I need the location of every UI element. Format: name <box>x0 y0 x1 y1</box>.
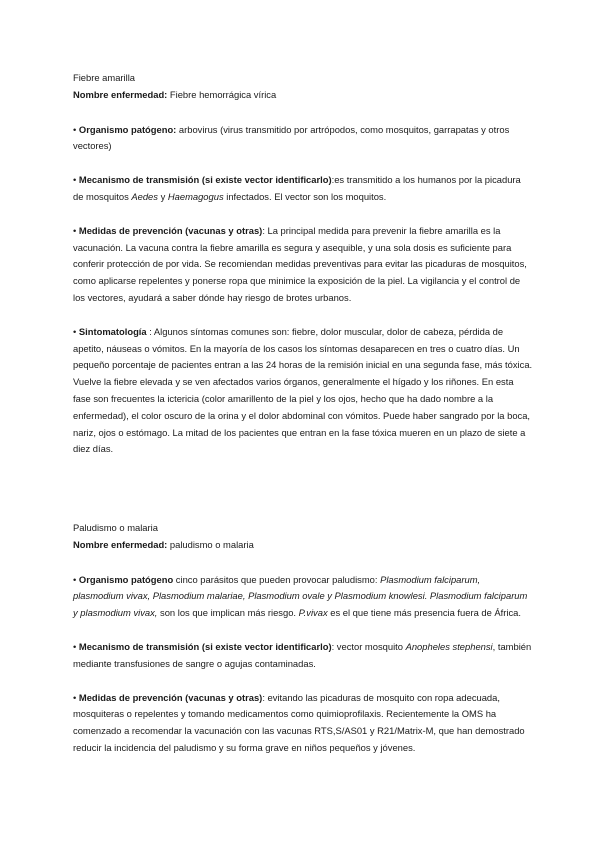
bullet-icon: • <box>73 123 77 135</box>
symptoms-item <box>73 324 533 458</box>
prevention-text: : evitando las picaduras de mosquito con ropa adecuada, mosquiteras o repelentes y tomando medicamentos como quimioprofilaxis. Recientemente la OMS ha comenzado a recomendar la vacunación con las vacunas RTS,S/AS01 y R21/Matrix-M, que han demostrado reducir la incidencia del paludismo y su forma grave en niños pequeños y jóvenes. <box>73 691 525 753</box>
transmission-text: :es transmitido a los humanos por la picadura de mosquitos <box>73 174 521 202</box>
bullet-icon: • <box>73 573 77 585</box>
pathogen-item <box>73 122 533 156</box>
transmission-item <box>73 639 533 673</box>
transmission-text: infectados. El vector son los moquitos. <box>226 190 387 202</box>
transmission-label: Mecanismo de transmisión (si existe vector identificarlo) <box>78 174 332 186</box>
bullet-icon: • <box>73 224 77 236</box>
bullet-icon: • <box>73 325 77 337</box>
transmission-text: : vector mosquito <box>331 640 403 652</box>
pathogen-text: arbovirus (virus transmitido por artrópodos, como mosquitos, garrapatas y otros vectores) <box>73 123 510 152</box>
transmission-text: , también mediante transfusiones de sangre o agujas contaminadas. <box>73 640 532 669</box>
vector-name: Haemagogus <box>167 190 224 202</box>
transmission-label: Mecanismo de transmisión (si existe vector identificarlo) <box>78 640 332 652</box>
species-names: Plasmodium falciparum, plasmodium vivax, Plasmodium malariae, Plasmodium ovale y Plasmodium knowlesi. Plasmodium falciparum y plasmodium vivax, <box>73 573 528 619</box>
pathogen-text: son los que implican más riesgo. <box>160 607 297 619</box>
disease-section-yellow-fever <box>73 70 533 475</box>
pathogen-text: cinco parásitos que pueden provocar paludismo: <box>175 573 378 585</box>
vector-name: Anopheles stephensi <box>405 640 493 652</box>
prevention-label: Medidas de prevención (vacunas y otras) <box>78 691 263 703</box>
pathogen-text: es el que tiene más presencia fuera de África. <box>330 607 521 619</box>
species-name: P.vivax <box>298 607 328 619</box>
transmission-connector: y <box>160 190 166 202</box>
pathogen-label: Organismo patógeno <box>78 573 174 585</box>
disease-name-value: Fiebre hemorrágica vírica <box>169 88 277 100</box>
disease-name-line <box>73 87 533 104</box>
section-topic: Paludismo o malaria <box>73 522 158 533</box>
section-topic: Fiebre amarilla <box>73 72 135 83</box>
prevention-item <box>73 690 533 757</box>
transmission-item <box>73 172 533 206</box>
pathogen-item <box>73 572 533 622</box>
vector-name: Aedes <box>131 190 158 202</box>
symptoms-label: Sintomatología <box>78 325 147 337</box>
bullet-icon: • <box>73 640 77 652</box>
prevention-text: : La principal medida para prevenir la fiebre amarilla es la vacunación. La vacuna contra la fiebre amarilla es segura y asequible, y una sola dosis es suficiente para conferir protección de por vida. Se recomiendan medidas preventivas para evitar las picaduras de mosquitos, como aplicarse repelentes y ponerse ropa que minimice la exposición de la piel. La vigilancia y el control de los vectores, ayudará a saber dónde hay riesgo de brotes urbanos. <box>73 224 527 303</box>
disease-name-value: paludismo o malaria <box>169 538 254 550</box>
symptoms-text: : Algunos síntomas comunes son: fiebre, dolor muscular, dolor de cabeza, pérdida de apetito, náuseas o vómitos. En la mayoría de los casos los síntomas desaparecen en tres o cuatro días. Un pequeño porcentaje de pacientes entran a las 24 horas de la remisión inicial en una segunda fase, más tóxica. Vuelve la fiebre elevada y se ven afectados varios órganos, generalmente el hígado y los riñones. En esta fase son frecuentes la ictericia (color amarillento de la piel y los ojos, hecho que ha dado nombre a la enfermedad), el color oscuro de la orina y el dolor abdominal con vómitos. Puede haber sangrado por la boca, nariz, ojos o estómago. La mitad de los pacientes que entran en la fase tóxica mueren en un plazo de siete a diez días. <box>73 325 533 455</box>
bullet-icon: • <box>73 174 77 186</box>
prevention-item <box>73 223 533 307</box>
prevention-label: Medidas de prevención (vacunas y otras) <box>78 224 263 236</box>
disease-name-label: Nombre enfermedad: <box>73 88 168 100</box>
disease-name-line <box>73 537 533 554</box>
disease-name-label: Nombre enfermedad: <box>73 538 168 550</box>
bullet-icon: • <box>73 691 77 703</box>
disease-section-malaria <box>73 520 533 774</box>
pathogen-label: Organismo patógeno: <box>78 123 177 135</box>
